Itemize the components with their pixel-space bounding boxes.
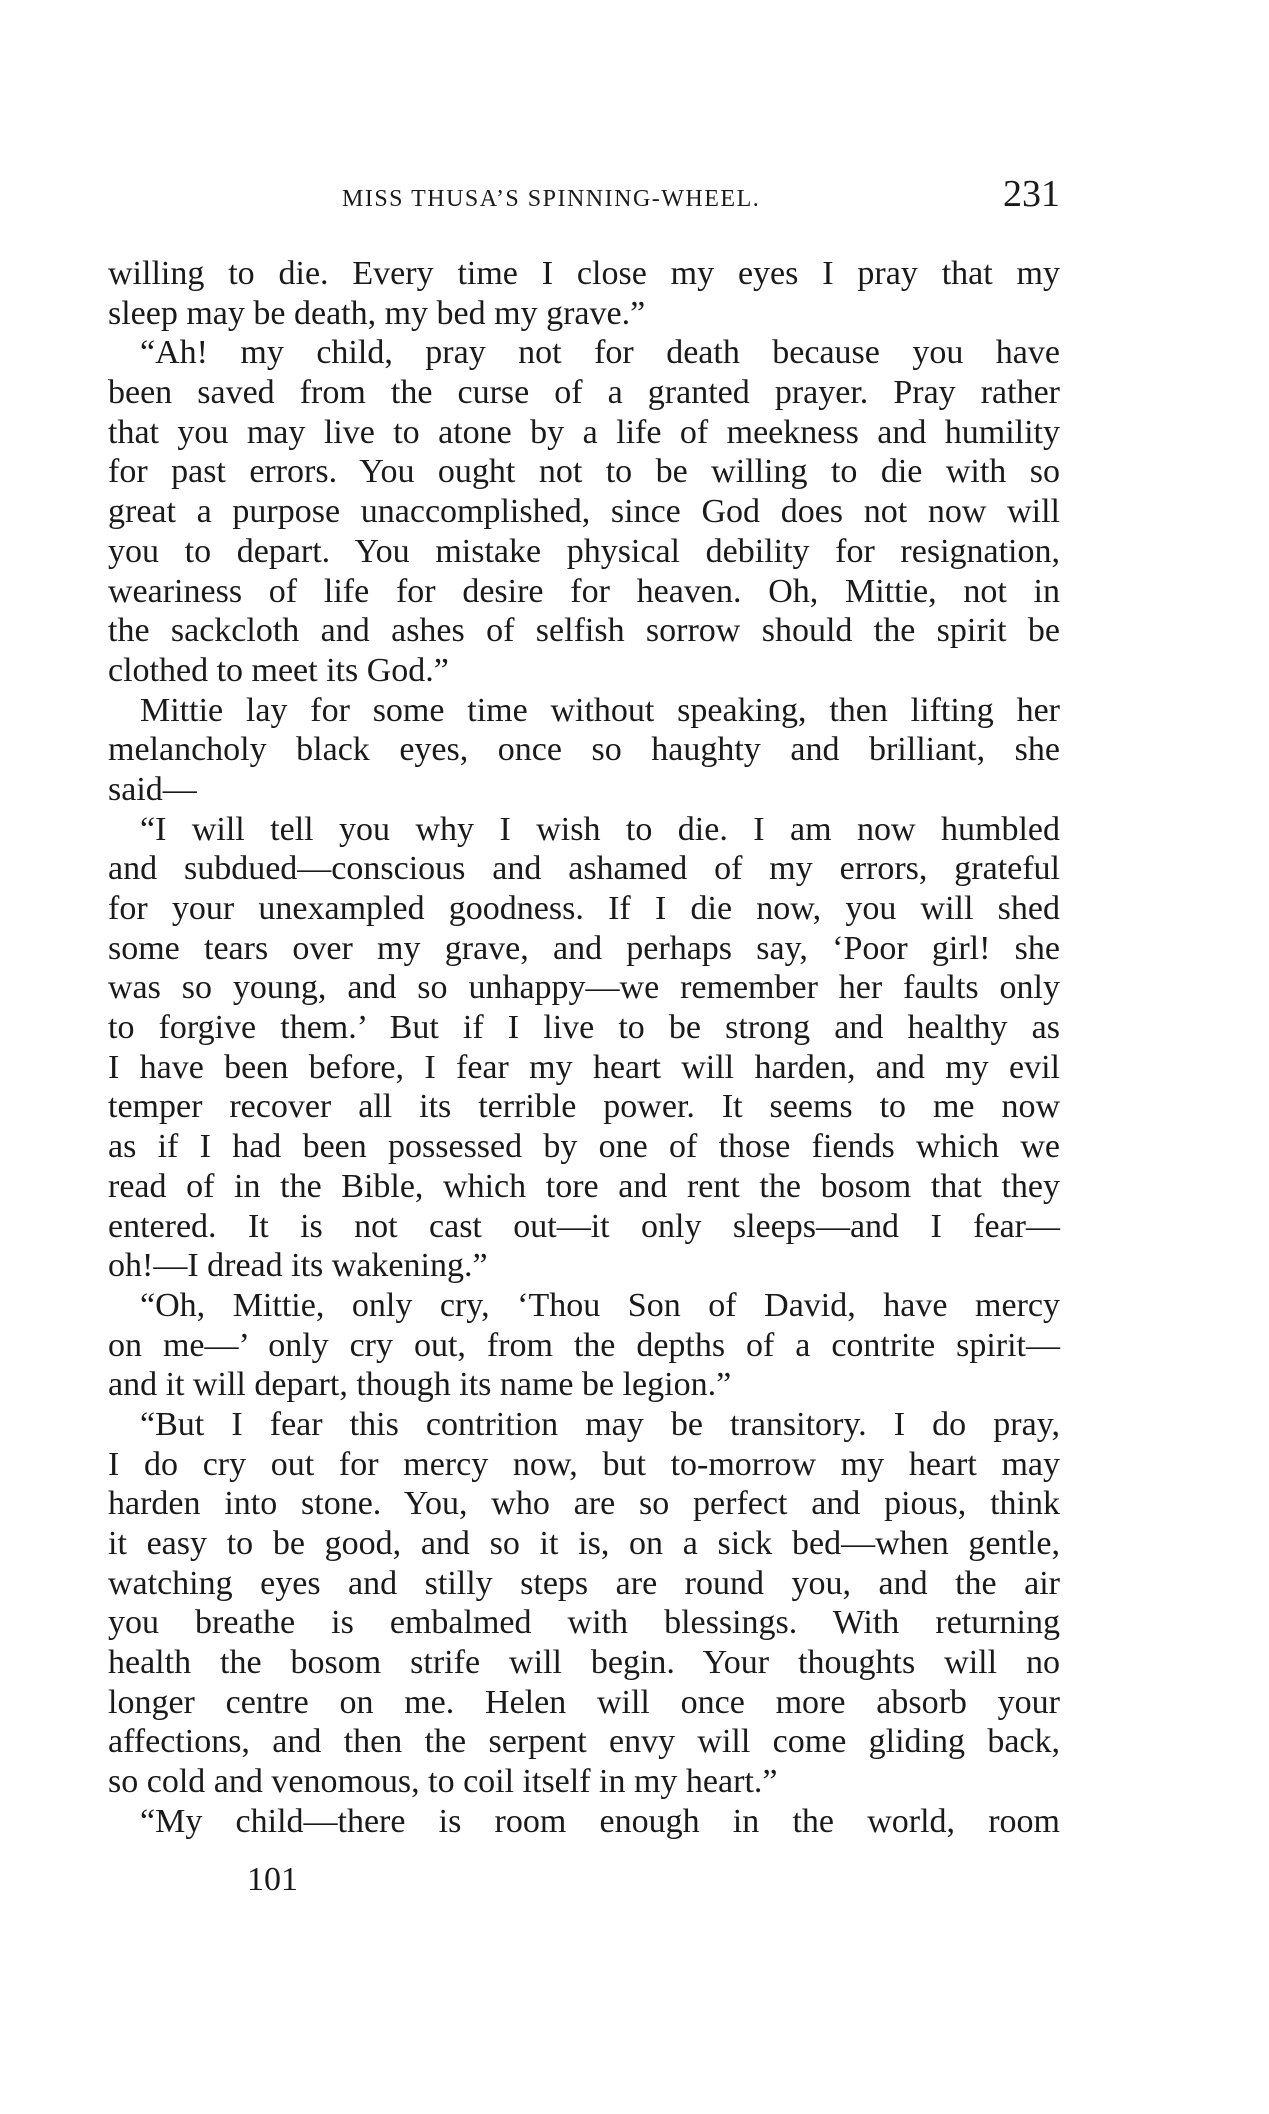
text-line: for past errors. You ought not to be willing to die with so xyxy=(108,453,1060,491)
text-line: the sackcloth and ashes of selfish sorrow should the spirit be xyxy=(108,612,1060,650)
text-line: been saved from the curse of a granted prayer. Pray rather xyxy=(108,374,1060,412)
text-line: I have been before, I fear my heart will harden, and my evil xyxy=(108,1048,1060,1086)
text-line: harden into stone. You, who are so perfect and pious, think xyxy=(108,1485,1060,1523)
text-line: health the bosom strife will begin. Your thoughts will no xyxy=(108,1644,1060,1682)
text-line: Mittie lay for some time without speaking, then lifting her xyxy=(140,691,1060,729)
text-line: it easy to be good, and so it is, on a sick bed—when gentle, xyxy=(108,1525,1060,1562)
text-line: to forgive them.’ But if I live to be strong and healthy as xyxy=(108,1009,1060,1047)
text-line: affections, and then the serpent envy will come gliding back, xyxy=(108,1723,1060,1761)
text-line: on me—’ only cry out, from the depths of a contrite spirit— xyxy=(108,1326,1060,1364)
text-line: was so young, and so unhappy—we remember her faults only xyxy=(108,969,1060,1007)
text-line: “My child—there is room enough in the world, room xyxy=(140,1802,1060,1840)
text-line: you breathe is embalmed with blessings. With returning xyxy=(108,1604,1060,1642)
page-number: 231 xyxy=(1003,173,1060,215)
text-line: clothed to meet its God.” xyxy=(108,651,449,689)
text-line: for your unexampled goodness. If I die now, you will shed xyxy=(108,890,1060,927)
text-line: oh!—I dread its wakening.” xyxy=(108,1247,488,1285)
text-line: “Oh, Mittie, only cry, ‘Thou Son of David, have mercy xyxy=(140,1286,1060,1324)
text-line: “Ah! my child, pray not for death because you have xyxy=(140,334,1060,372)
text-line: and it will depart, though its name be legion.” xyxy=(108,1366,732,1404)
text-line: entered. It is not cast out—it only sleeps—and I fear— xyxy=(108,1207,1060,1245)
body-text xyxy=(108,254,1060,1842)
text-line: watching eyes and stilly steps are round you, and the air xyxy=(108,1564,1060,1602)
text-line: melancholy black eyes, once so haughty and brilliant, she xyxy=(108,731,1060,769)
text-line: “I will tell you why I wish to die. I am now humbled xyxy=(140,810,1060,848)
text-line: sleep may be death, my bed my grave.” xyxy=(108,294,646,332)
text-line: as if I had been possessed by one of those fiends which we xyxy=(108,1128,1060,1166)
text-line: willing to die. Every time I close my eyes I pray that my xyxy=(108,255,1060,292)
text-line: said— xyxy=(108,770,197,808)
text-line: I do cry out for mercy now, but to-morrow my heart may xyxy=(108,1445,1060,1483)
text-line: and subdued—conscious and ashamed of my errors, grateful xyxy=(108,850,1060,888)
signature-mark: 101 xyxy=(247,1861,298,1898)
text-line: some tears over my grave, and perhaps say, ‘Poor girl! she xyxy=(108,929,1060,967)
text-line: great a purpose unaccomplished, since God does not now will xyxy=(108,493,1060,531)
text-line: you to depart. You mistake physical debility for resignation, xyxy=(108,532,1060,570)
running-head: MISS THUSA’S SPINNING-WHEEL. xyxy=(342,186,761,212)
page-header xyxy=(110,168,1060,228)
text-line: weariness of life for desire for heaven. Oh, Mittie, not in xyxy=(108,572,1060,610)
text-line: read of in the Bible, which tore and rent the bosom that they xyxy=(108,1167,1060,1205)
text-line: so cold and venomous, to coil itself in my heart.” xyxy=(108,1763,778,1801)
text-line: that you may live to atone by a life of meekness and humility xyxy=(108,413,1060,451)
text-line: temper recover all its terrible power. It seems to me now xyxy=(108,1088,1060,1126)
text-line: longer centre on me. Helen will once more absorb your xyxy=(108,1683,1060,1721)
text-line: “But I fear this contrition may be transitory. I do pray, xyxy=(140,1405,1060,1443)
